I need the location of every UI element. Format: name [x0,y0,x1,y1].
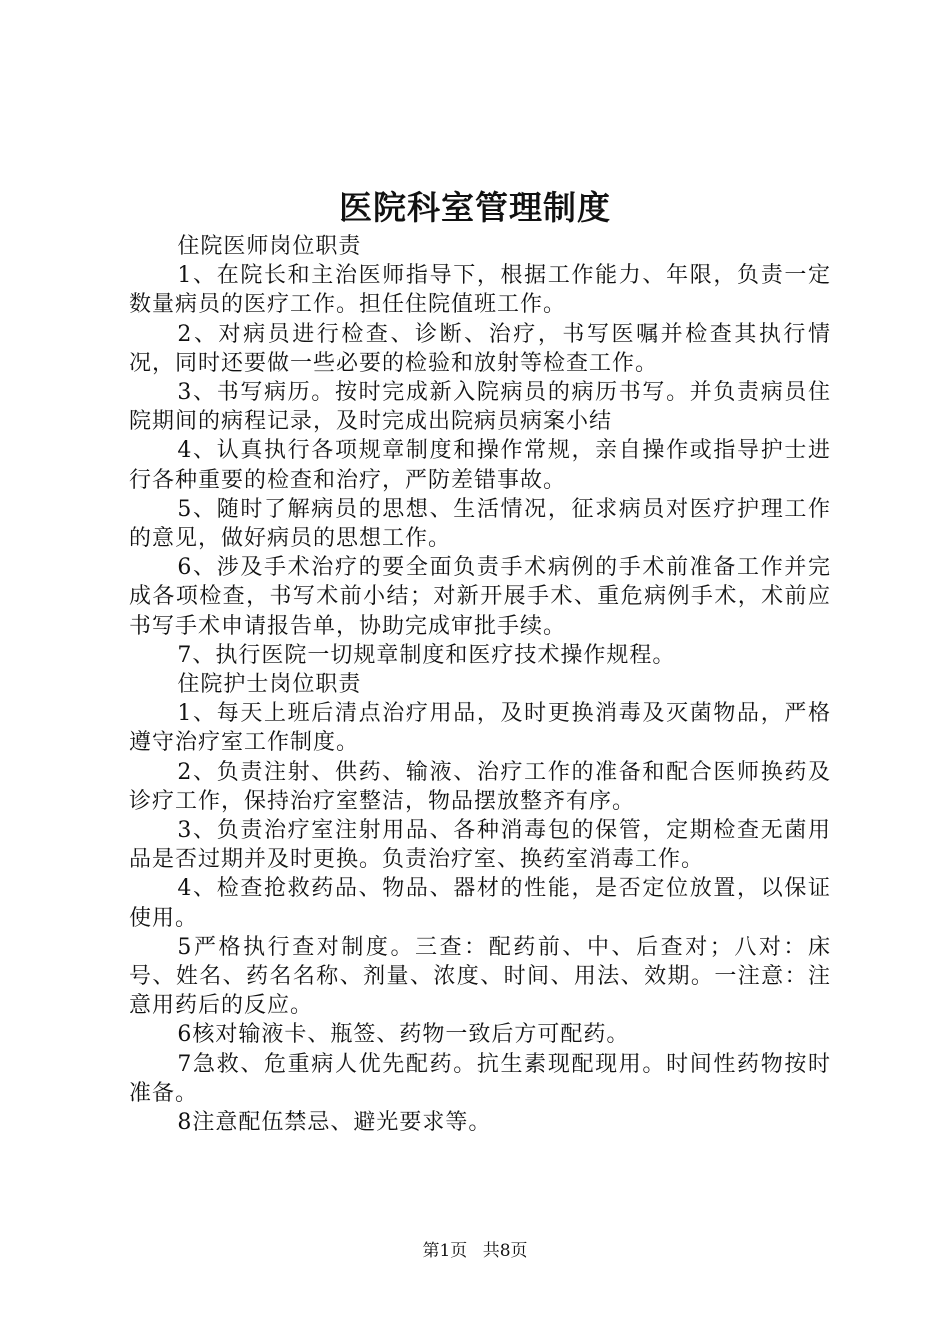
paragraph: 5严格执行查对制度。三查：配药前、中、后查对；八对：床号、姓名、药名名称、剂量、浓度、时间、用法、效期。一注意：注意用药后的反应。 [129,934,831,1019]
paragraph: 3、书写病历。按时完成新入院病员的病历书写。并负责病员住院期间的病程记录，及时完成出院病员病案小结 [129,380,831,435]
paragraph: 3、负责治疗室注射用品、各种消毒包的保管，定期检查无菌用品是否过期并及时更换。负责治疗室、换药室消毒工作。 [129,818,831,873]
paragraph: 1、在院长和主治医师指导下，根据工作能力、年限，负责一定数量病员的医疗工作。担任住院值班工作。 [129,263,831,318]
paragraph: 8注意配伍禁忌、避光要求等。 [177,1110,492,1136]
paragraph: 2、负责注射、供药、输液、治疗工作的准备和配合医师换药及诊疗工作，保持治疗室整洁，物品摆放整齐有序。 [129,759,831,814]
section-heading-resident-nurse: 住院护士岗位职责 [177,672,362,698]
paragraph: 1、每天上班后清点治疗用品，及时更换消毒及灭菌物品，严格遵守治疗室工作制度。 [129,701,831,756]
page-footer [0,1240,950,1262]
page-title: 医院科室管理制度 [339,188,611,227]
paragraph: 6核对输液卡、瓶签、药物一致后方可配药。 [177,1022,630,1048]
paragraph: 4、检查抢救药品、物品、器材的性能，是否定位放置，以保证使用。 [129,876,831,931]
paragraph: 6、涉及手术治疗的要全面负责手术病例的手术前准备工作并完成各项检查，书写术前小结；对新开展手术、重危病例手术，术前应书写手术申请报告单，协助完成审批手续。 [129,555,831,639]
document-body [129,232,831,1137]
paragraph: 2、对病员进行检查、诊断、治疗，书写医嘱并检查其执行情况，同时还要做一些必要的检验和放射等检查工作。 [129,321,831,376]
paragraph: 5、随时了解病员的思想、生活情况，征求病员对医疗护理工作的意见，做好病员的思想工作。 [129,496,831,552]
paragraph: 4、认真执行各项规章制度和操作常规，亲自操作或指导护士进行各种重要的检查和治疗，严防差错事故。 [129,438,831,493]
total-pages: 共8页 [482,1241,528,1261]
paragraph: 7、执行医院一切规章制度和医疗技术操作规程。 [177,642,676,668]
section-heading-resident-doctor: 住院医师岗位职责 [177,234,362,259]
paragraph: 7急救、危重病人优先配药。抗生素现配现用。时间性药物按时准备。 [129,1051,831,1106]
page-number: 第1页 [422,1241,468,1261]
